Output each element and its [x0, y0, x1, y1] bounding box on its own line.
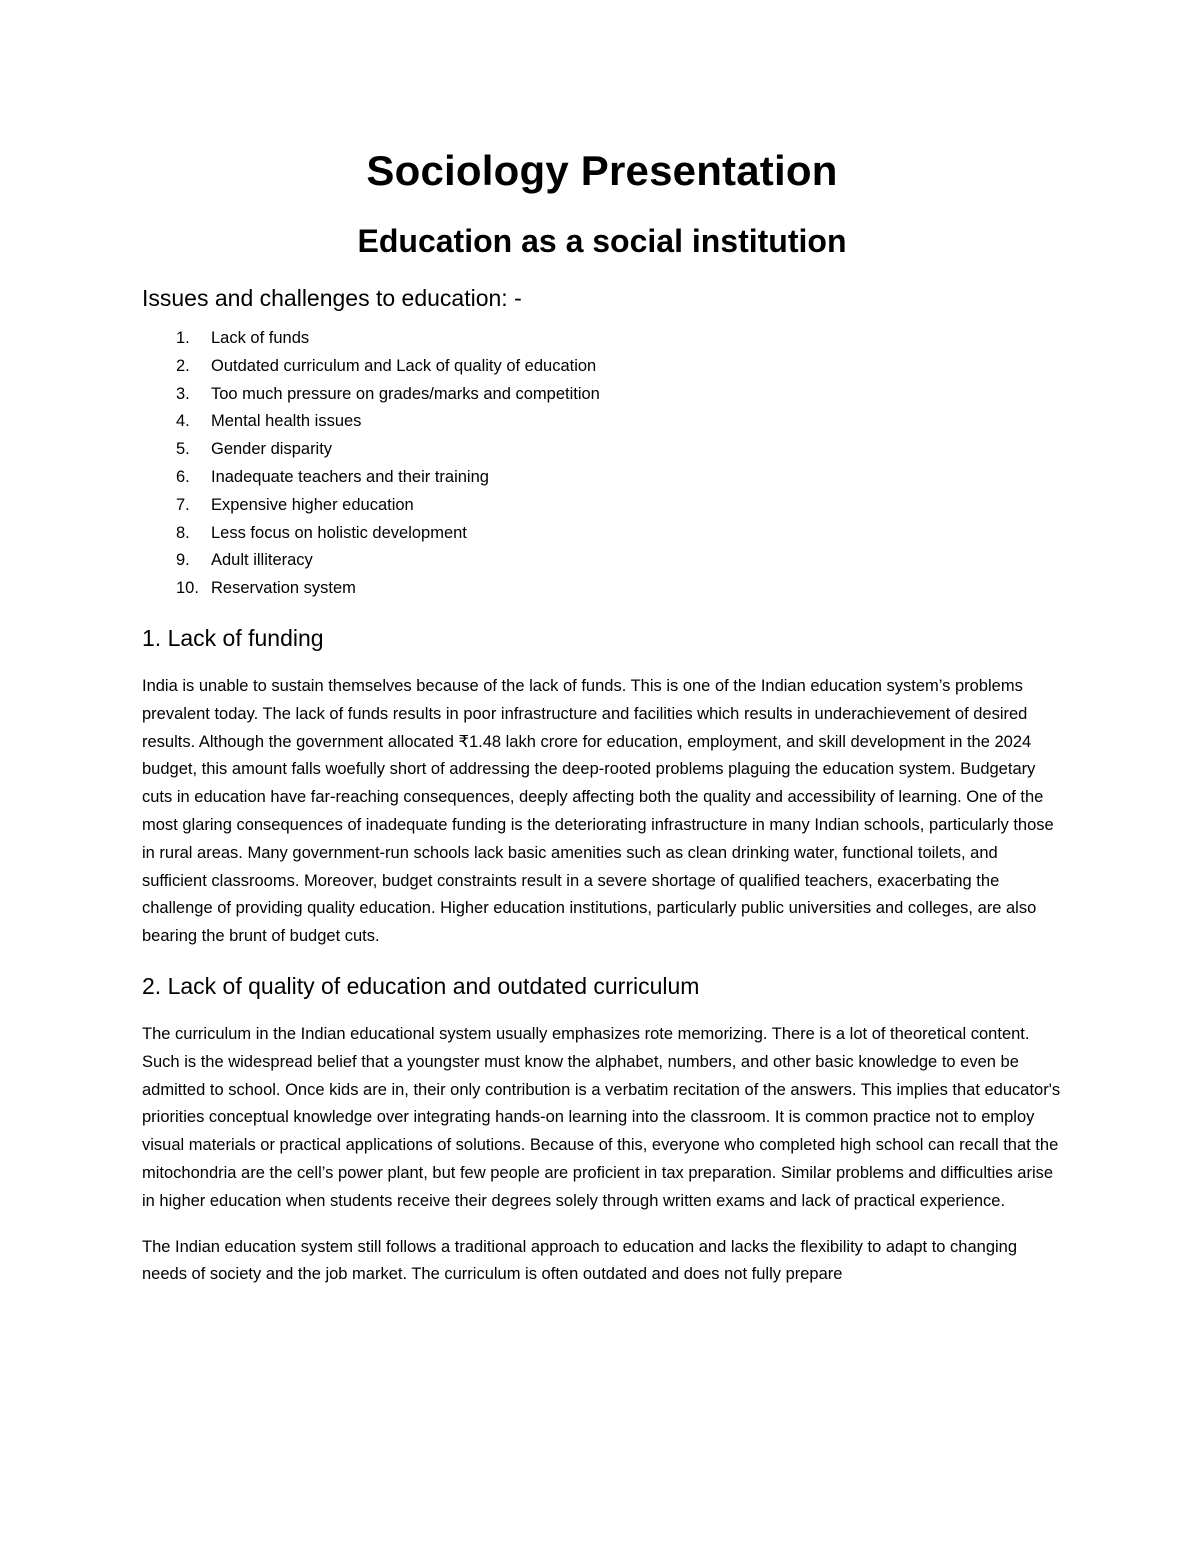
list-item	[142, 353, 1062, 381]
list-item-text: Inadequate teachers and their training	[211, 467, 489, 486]
list-item-number: 8.	[176, 523, 190, 542]
document-subtitle: Education as a social institution	[357, 223, 847, 259]
document-title: Sociology Presentation	[366, 147, 838, 194]
list-item-number: 2.	[176, 356, 190, 375]
list-item-text: Lack of funds	[211, 329, 310, 347]
issues-list	[142, 325, 1062, 603]
list-item	[142, 464, 1062, 492]
issues-heading: Issues and challenges to education: -	[142, 285, 522, 311]
list-item-number: 5.	[176, 440, 190, 459]
list-item	[142, 575, 1062, 603]
list-item-number: 9.	[176, 551, 190, 570]
section-paragraph: India is unable to sustain themselves because of the lack of funds. This is one of the Indian education system’s problems prevalent today. The lack of funds results in poor infrastructure and facilities which results in underachievement of desired results. Although the government allocated ₹1.48 lakh crore for education, employment, and skill development in the 2024 budget, this amount falls woefully short of addressing the deep-rooted problems plaguing the education system. Budgetary cuts in education have far-reaching consequences, deeply affecting both the quality and accessibility of learning. One of the most glaring consequences of inadequate funding is the deteriorating infrastructure in many Indian schools, particularly those in rural areas. Many government-run schools lack basic amenities such as clean drinking water, functional toilets, and sufficient classrooms. Moreover, budget constraints result in a severe shortage of qualified teachers, exacerbating the challenge of providing quality education. Higher education institutions, particularly public universities and colleges, are also bearing the brunt of budget cuts.	[142, 676, 1054, 946]
list-item	[142, 436, 1062, 464]
list-item-text: Less focus on holistic development	[211, 523, 467, 542]
list-item-number: 3.	[176, 384, 190, 403]
list-item	[142, 408, 1062, 436]
list-item	[142, 492, 1062, 520]
list-item-text: Mental health issues	[211, 412, 362, 431]
section-paragraph: The Indian education system still follows a traditional approach to education and lacks the flexibility to adapt to changing needs of society and the job market. The curriculum is often outdated and does not fully prepare	[142, 1237, 1018, 1284]
list-item-number: 6.	[176, 467, 190, 486]
list-item-text: Reservation system	[211, 579, 356, 598]
list-item-number: 4.	[176, 412, 190, 431]
list-item	[142, 381, 1062, 409]
list-item	[142, 325, 1062, 353]
list-item-number: 1.	[176, 329, 190, 347]
list-item-text: Gender disparity	[211, 440, 333, 459]
list-item-text: Too much pressure on grades/marks and competition	[211, 384, 600, 403]
section-paragraph: The curriculum in the Indian educational system usually emphasizes rote memorizing. There is a lot of theoretical content. Such is the widespread belief that a youngster must know the alphabet, numbers, and other basic knowledge to even be admitted to school. Once kids are in, their only contribution is a verbatim recitation of the answers. This implies that educator's priorities conceptual knowledge over integrating hands-on learning into the classroom. It is common practice not to employ visual materials or practical applications of solutions. Because of this, everyone who completed high school can recall that the mitochondria are the cell’s power plant, but few people are proficient in tax preparation. Similar problems and difficulties arise in higher education when students receive their degrees solely through written exams and lack of practical experience.	[142, 1024, 1061, 1210]
section-heading-lack-of-funding: 1. Lack of funding	[142, 624, 324, 651]
list-item-text: Adult illiteracy	[211, 551, 313, 570]
list-item	[142, 547, 1062, 575]
list-item-text: Expensive higher education	[211, 495, 414, 514]
list-item-number: 10.	[176, 579, 199, 598]
document-body	[142, 145, 1062, 1289]
section-heading-quality-curriculum: 2. Lack of quality of education and outdated curriculum	[142, 972, 700, 999]
list-item-text: Outdated curriculum and Lack of quality of education	[211, 356, 597, 375]
list-item-number: 7.	[176, 495, 190, 514]
list-item	[142, 520, 1062, 548]
